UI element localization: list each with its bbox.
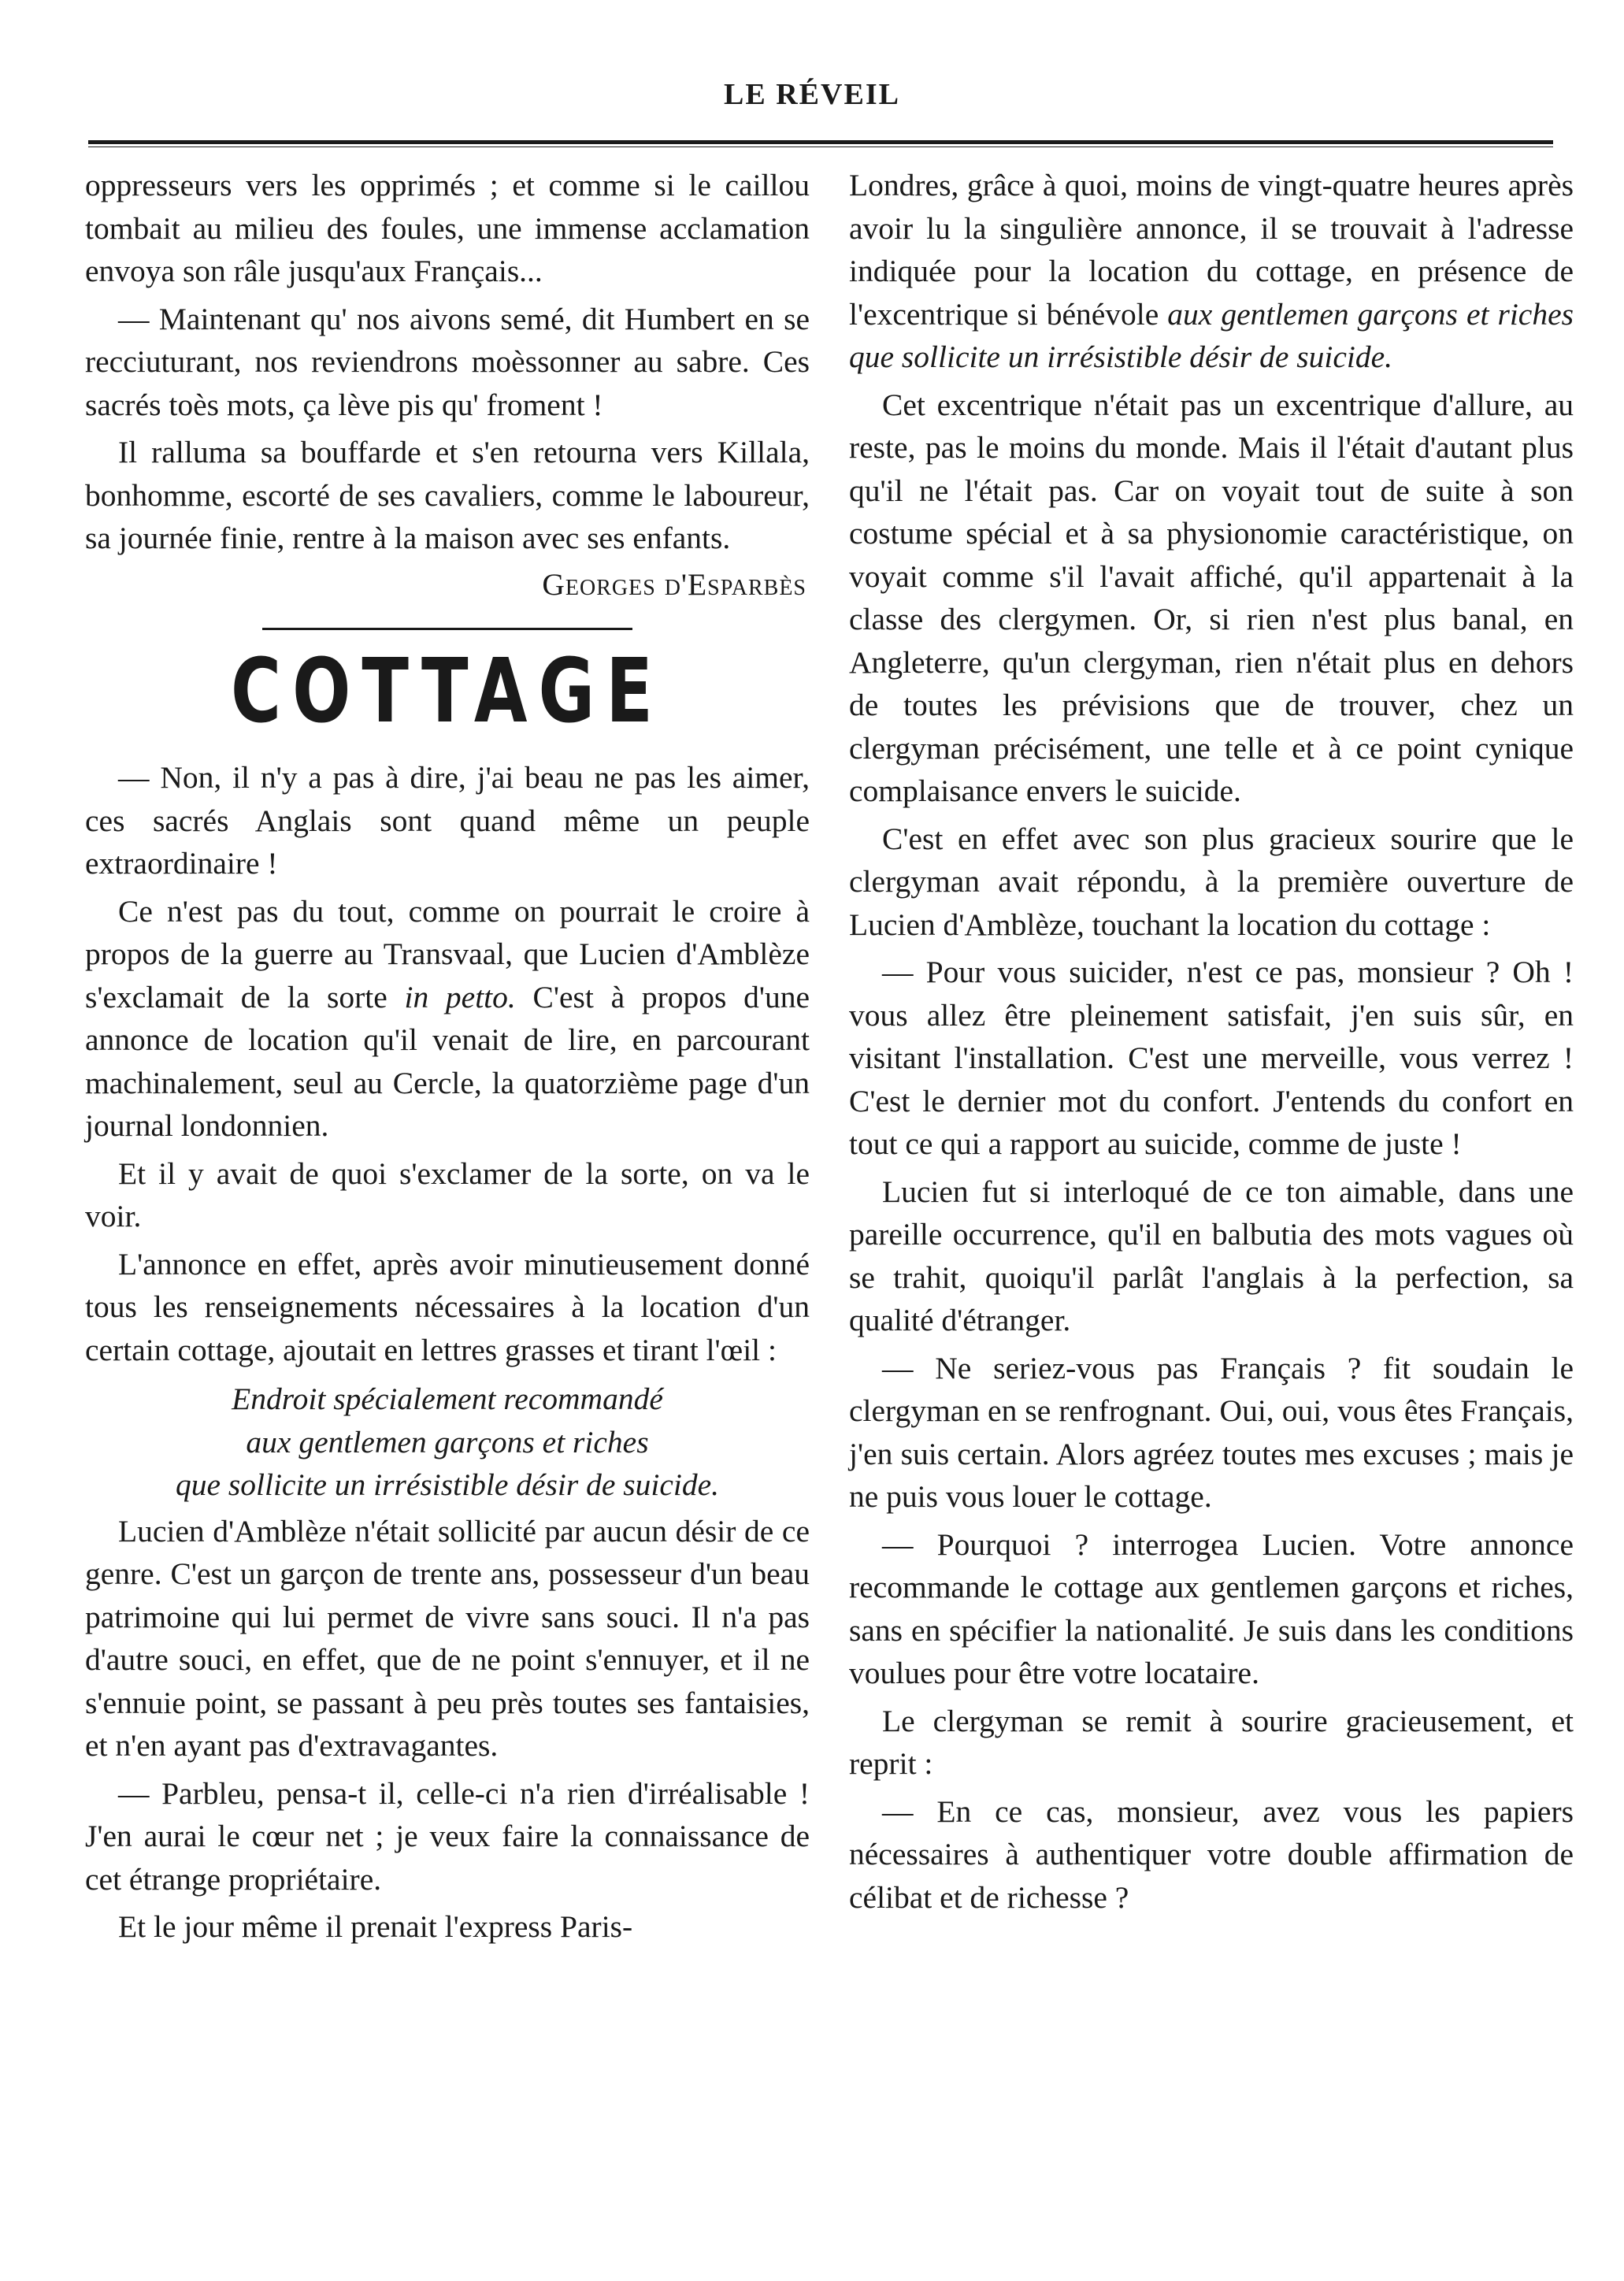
- paragraph: — Maintenant qu' nos aivons semé, dit Humbert en se recciuturant, nos reviendrons moèssonner au sabre. Ces sacrés toès mots, ça lève pis qu' froment !: [85, 301, 810, 422]
- paragraph: oppresseurs vers les opprimés ; et comme si le caillou tombait au milieu des foules, une immense acclamation envoya son râle jusqu'aux Français...: [85, 168, 810, 288]
- header-rule: [88, 140, 1553, 144]
- emphasis: aux gentlemen garçons et riches que sollicite un irrésistible désir de suicide.: [849, 296, 1574, 374]
- ad-line: aux gentlemen garçons et riches: [246, 1424, 649, 1459]
- title-divider: [262, 628, 632, 630]
- paragraph: C'est en effet avec son plus gracieux sourire que le clergyman avait répondu, à la première ouverture de Lucien d'Amblèze, touchant la location du cottage :: [849, 821, 1574, 942]
- left-column: [85, 164, 810, 1949]
- paragraph: L'annonce en effet, après avoir minutieusement donné tous les renseignements nécessaires à la location d'un certain cottage, ajoutait en lettres grasses et tirant l'œil :: [85, 1246, 810, 1367]
- text-run: Ce n'est pas du tout, comme on pourrait le croire à propos de la guerre au Transvaal, que Lucien d'Amblèze s'exclamait de la sorte: [85, 893, 810, 1014]
- ad-line: Endroit spécialement recommandé: [232, 1382, 663, 1416]
- paragraph: Il ralluma sa bouffarde et s'en retourna vers Killala, bonhomme, escorté de ses cavaliers, comme le laboureur, sa journée finie, rentre à la maison avec ses enfants.: [85, 435, 810, 555]
- paragraph: — Ne seriez-vous pas Français ? fit soudain le clergyman en se renfrognant. Oui, oui, vous êtes Français, j'en suis certain. Alors agréez toutes mes excuses ; mais je ne puis vous louer le cottage.: [849, 1350, 1574, 1514]
- paragraph: Le clergyman se remit à sourire gracieusement, et reprit :: [849, 1703, 1574, 1781]
- paragraph: — Pour vous suicider, n'est ce pas, monsieur ? Oh ! vous allez être pleinement satisfait, j'en suis sûr, en visitant l'installation. C'est une merveille, vous verrez ! C'est le dernier mot du confort. J'entends du confort en tout ce qui a rapport au suicide, comme de juste !: [849, 955, 1574, 1161]
- advertisement-quote: [85, 1378, 810, 1507]
- author-signature: Georges d'Esparbès: [542, 566, 806, 602]
- paragraph: [849, 164, 1574, 379]
- story-title: COTTAGE: [230, 640, 665, 743]
- paragraph: Cet excentrique n'était pas un excentrique d'allure, au reste, pas le moins du monde. Mais il l'était d'autant plus qu'il ne l'était pas. Car on voyait tout de suite à son costume spécial et à sa physionomie caractéristique, on voyait comme s'il l'avait affiché, qu'il appartenait à la classe des clergymen. Or, si rien n'est plus banal, en Angleterre, qu'un clergyman, rien n'était plus en dehors de toutes les prévisions que de trouver, chez un clergyman précisément, une telle et à ce point cynique complaisance envers le suicide.: [849, 387, 1574, 808]
- paragraph: Lucien d'Amblèze n'était sollicité par aucun désir de ce genre. C'est un garçon de trente ans, possesseur d'un beau patrimoine qui lui permet de vivre sans souci. Il n'a pas d'autre souci, en effet, que de ne point s'ennuyer, et il ne s'ennuie point, se passant à peu près toutes ses fantaisies, et n'en ayant pas d'extravagantes.: [85, 1513, 810, 1763]
- paragraph: — En ce cas, monsieur, avez vous les papiers nécessaires à authentiquer votre double affirmation de célibat et de richesse ?: [849, 1793, 1574, 1915]
- paragraph: [85, 890, 810, 1148]
- text-run: C'est à propos d'une annonce de location qu'il venait de lire, en parcourant machinalement, seul au Cercle, la quatorzième page d'un journal londonnien.: [85, 979, 810, 1143]
- paragraph: Et il y avait de quoi s'exclamer de la sorte, on va le voir.: [85, 1155, 810, 1233]
- paragraph: — Pourquoi ? interrogea Lucien. Votre annonce recommande le cottage aux gentlemen garçons et riches, sans en spécifier la nationalité. Je suis dans les conditions voulues pour être votre locataire.: [849, 1526, 1574, 1690]
- emphasis: in petto.: [404, 979, 516, 1014]
- right-column: [849, 164, 1574, 1919]
- paragraph: — Non, il n'y a pas à dire, j'ai beau ne pas les aimer, ces sacrés Anglais sont quand même un peuple extraordinaire !: [85, 760, 810, 881]
- ad-line: que sollicite un irrésistible désir de suicide.: [175, 1467, 720, 1502]
- paragraph: — Parbleu, pensa-t il, celle-ci n'a rien d'irréalisable ! J'en aurai le cœur net ; je veux faire la connaissance de cet étrange propriétaire.: [85, 1775, 810, 1897]
- text-run: Londres, grâce à quoi, moins de vingt-quatre heures après avoir lu la singulière annonce, il se trouvait à l'adresse indiquée pour la location du cottage, en présence de l'excentrique si bénévole: [849, 168, 1574, 332]
- paragraph: Et le jour même il prenait l'express Paris-: [118, 1909, 633, 1944]
- masthead: LE RÉVEIL: [724, 78, 900, 111]
- paragraph: Lucien fut si interloqué de ce ton aimable, dans une pareille occurrence, qu'il en balbutia des mots vagues où se trahit, quoiqu'il parlât l'anglais à la perfection, sa qualité d'étranger.: [849, 1174, 1574, 1337]
